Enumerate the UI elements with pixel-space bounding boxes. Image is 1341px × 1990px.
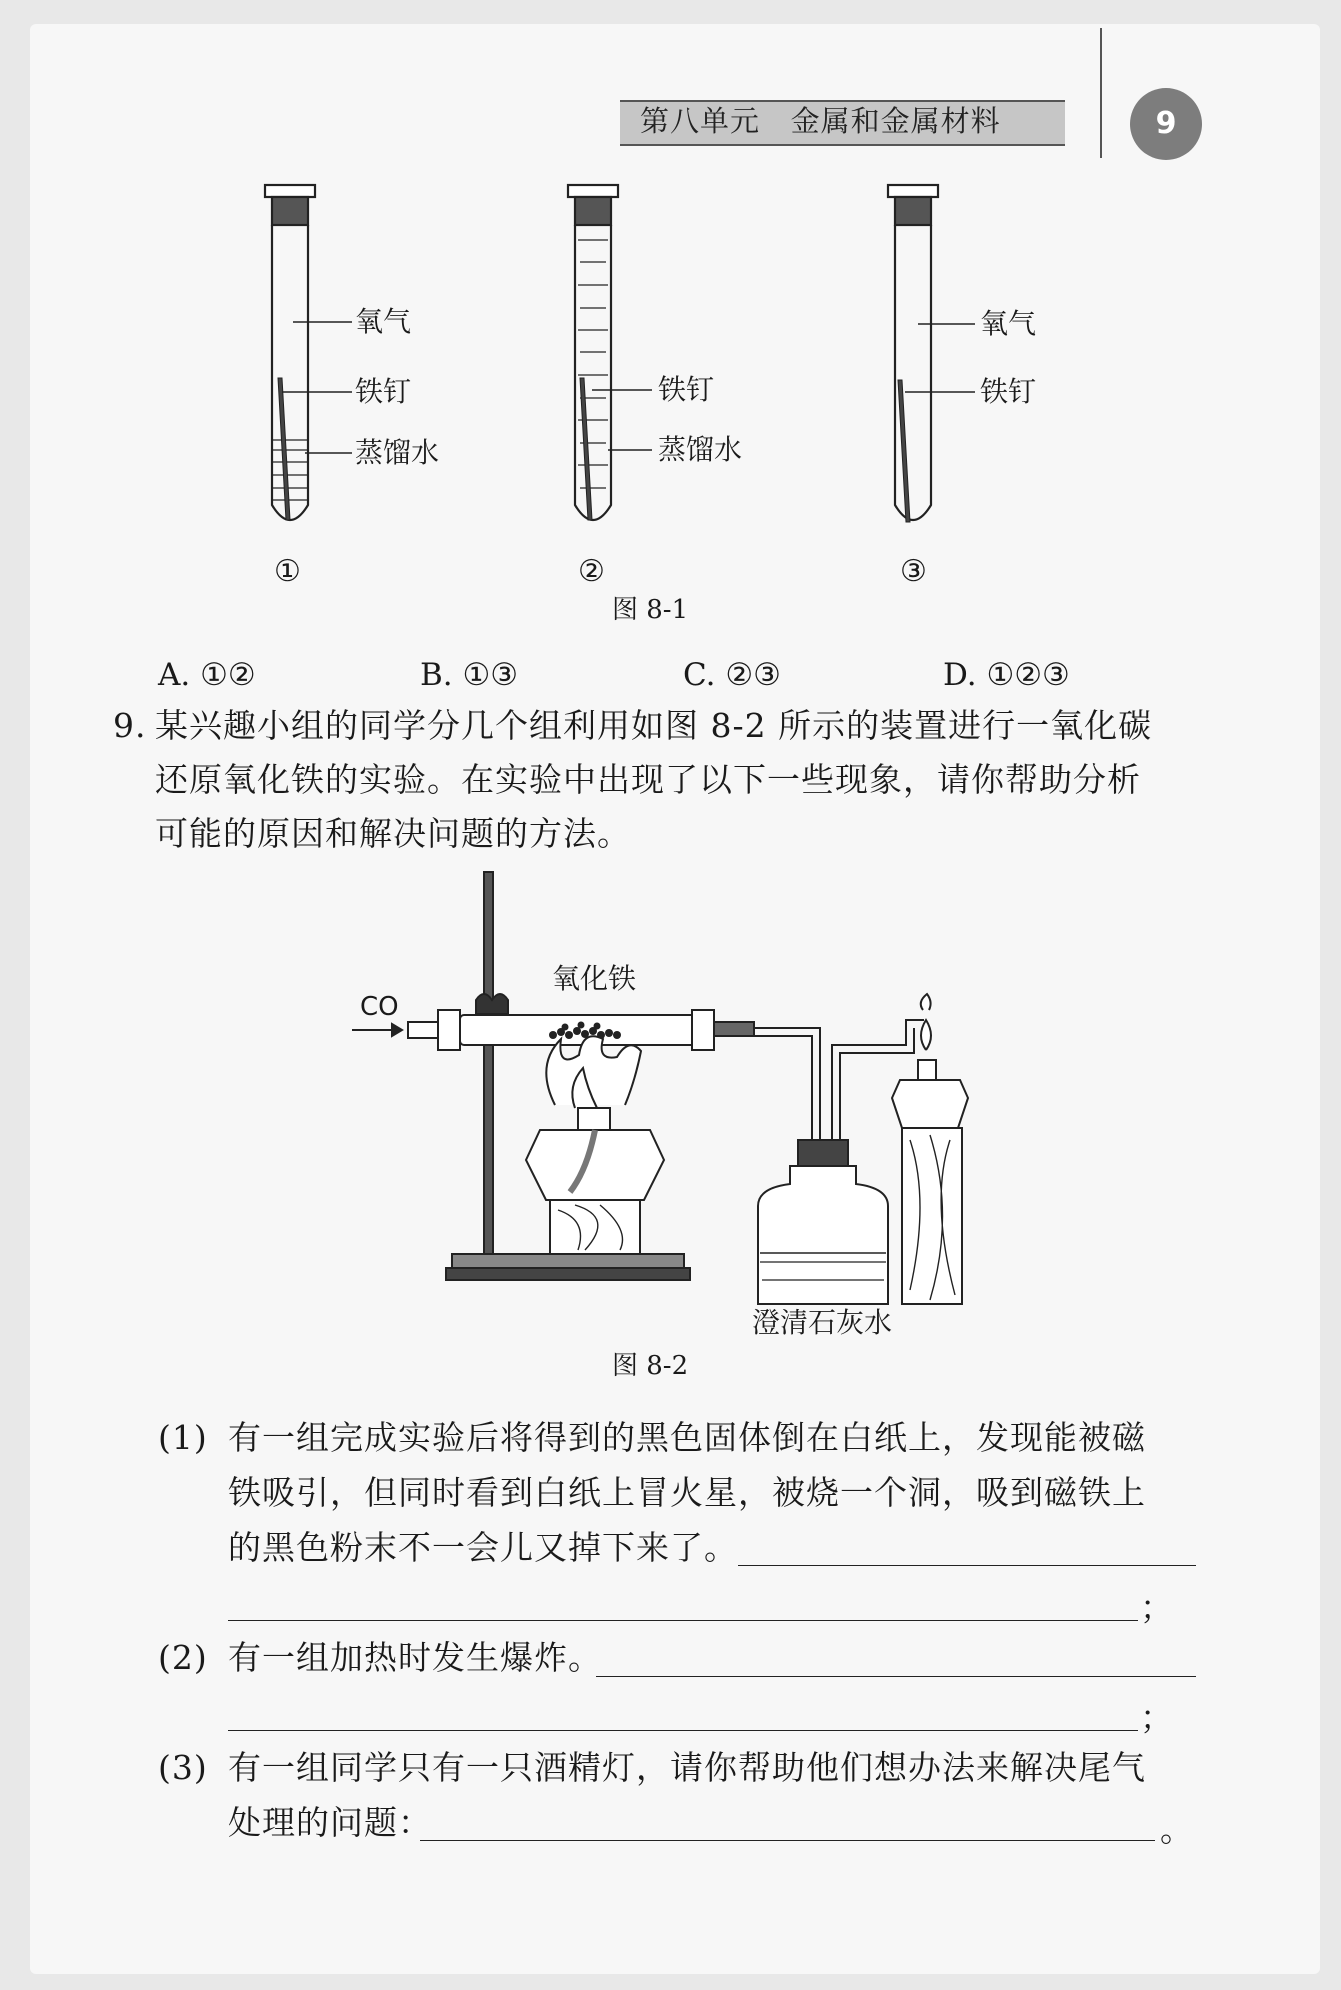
figure-8-1-caption: 图 8-1 (612, 595, 689, 625)
test-tube-3 (888, 185, 975, 522)
q9-1-line-1: 有一组完成实验后将得到的黑色固体倒在白纸上，发现能被磁 (228, 1418, 1146, 1457)
q9-1-end-mark: ； (1140, 1588, 1173, 1627)
tube2-number: ② (578, 554, 605, 589)
q9-1-line-3: 的黑色粉末不一会儿又掉下来了。 (228, 1528, 738, 1567)
q9-number: 9. (113, 706, 147, 745)
iron-nail-2 (580, 378, 592, 520)
tube1-number: ① (274, 554, 301, 589)
q9-stem-line-3: 可能的原因和解决问题的方法。 (155, 814, 631, 853)
q9-2-answer-line-2[interactable] (228, 1730, 1138, 1731)
tube3-label-nail: 铁钉 (980, 375, 1037, 408)
test-tube-1 (265, 185, 352, 520)
q9-2-line-1: 有一组加热时发生爆炸。 (228, 1638, 602, 1677)
q9-3-answer-line[interactable] (420, 1840, 1155, 1841)
q9-3-line-1: 有一组同学只有一只酒精灯，请你帮助他们想办法来解决尾气 (228, 1748, 1146, 1787)
limewater-label: 澄清石灰水 (752, 1306, 893, 1339)
tube2-label-water: 蒸馏水 (658, 433, 743, 466)
tube1-label-water: 蒸馏水 (355, 436, 440, 469)
alcohol-lamp-2 (892, 994, 968, 1304)
q9-stem-line-2: 还原氧化铁的实验。在实验中出现了以下一些现象，请你帮助分析 (155, 760, 1141, 799)
q9-3-number: (3) (158, 1748, 208, 1787)
q9-3-line-2: 处理的问题： (228, 1803, 432, 1842)
tube2-label-nail: 铁钉 (658, 373, 715, 406)
q9-1-line-2: 铁吸引，但同时看到白纸上冒火星，被烧一个洞，吸到磁铁上 (228, 1473, 1146, 1512)
tube1-label-nail: 铁钉 (355, 375, 412, 408)
unit-title: 第八单元 金属和金属材料 (640, 104, 1001, 138)
figure-8-1-test-tubes (0, 0, 1341, 600)
q9-2-answer-line-1[interactable] (596, 1676, 1196, 1677)
iron-nail-3 (898, 380, 910, 522)
tube3-label-oxygen: 氧气 (980, 307, 1037, 340)
option-d: D. ①②③ (943, 657, 1070, 693)
co-label: CO (360, 992, 399, 1022)
option-b: B. ①③ (420, 657, 519, 693)
q9-3-end-mark: 。 (1160, 1810, 1193, 1849)
figure-8-2-apparatus (0, 860, 1341, 1330)
q9-2-end-mark: ； (1140, 1698, 1173, 1737)
limewater-bottle (758, 1140, 888, 1304)
tube1-label-oxygen: 氧气 (355, 305, 412, 338)
iron-nail-1 (278, 378, 290, 520)
q9-1-number: (1) (158, 1418, 208, 1457)
iron-oxide-label: 氧化铁 (552, 962, 637, 995)
q9-stem-line-1: 某兴趣小组的同学分几个组利用如图 8-2 所示的装置进行一氧化碳 (155, 706, 1153, 745)
test-tube-2 (568, 185, 652, 520)
page-number: 9 (1130, 88, 1202, 160)
q9-1-answer-line-1[interactable] (738, 1565, 1196, 1566)
q9-1-answer-line-2[interactable] (228, 1620, 1138, 1621)
figure-8-2-caption: 图 8-2 (612, 1351, 689, 1381)
reaction-tube (408, 1010, 754, 1050)
q9-2-number: (2) (158, 1638, 208, 1677)
option-a: A. ①② (158, 657, 256, 693)
alcohol-lamp-1 (526, 1036, 664, 1254)
option-c: C. ②③ (683, 657, 781, 693)
tube3-number: ③ (900, 554, 927, 589)
